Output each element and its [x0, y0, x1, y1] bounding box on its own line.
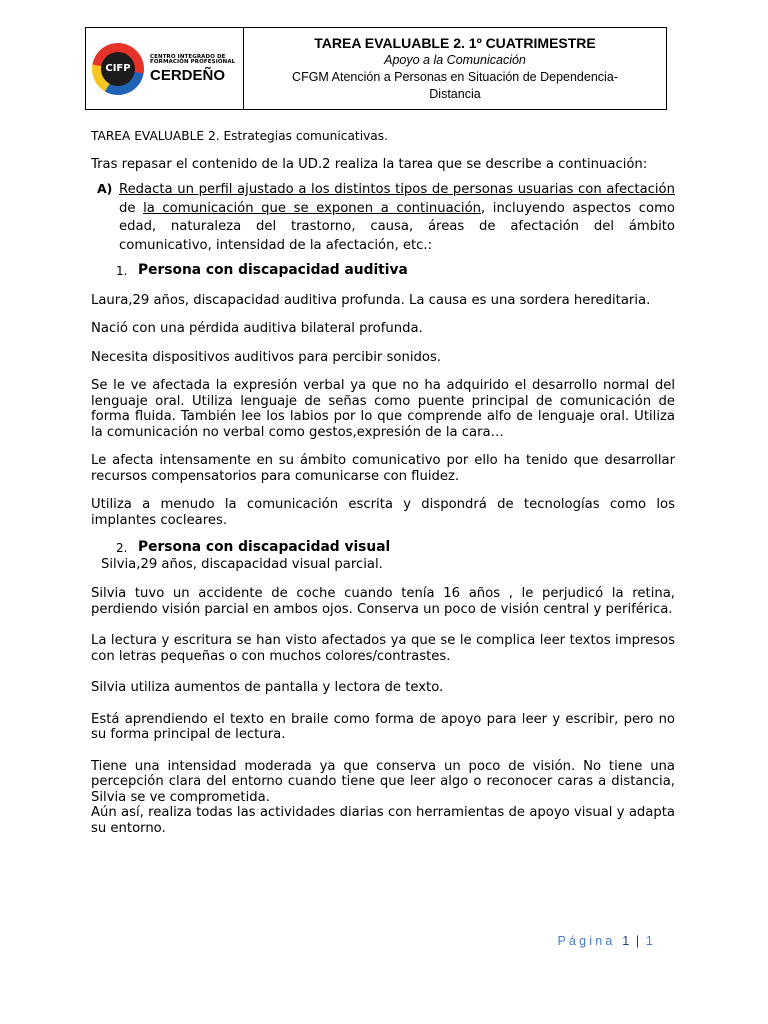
- page-footer: [557, 934, 656, 948]
- section-1-title: Persona con discapacidad auditiva: [138, 262, 408, 278]
- section-2-number: 2.: [116, 541, 128, 555]
- logo-icon-text: CIFP: [101, 52, 135, 86]
- course-line-2: Distancia: [429, 87, 481, 101]
- s2-paragraph-3: Silvia utiliza aumentos de pantalla y lectora de texto.: [91, 680, 444, 695]
- course-line-1: CFGM Atención a Personas en Situación de Dependencia-: [292, 70, 618, 84]
- logo-text: [150, 55, 235, 83]
- item-a-underlined-2: la comunicación que se exponen a continuación: [143, 200, 482, 216]
- s2-paragraph-6: Aún así, realiza todas las actividades diarias con herramientas de apoyo visual y adapta su entorno.: [91, 805, 675, 836]
- document-body: [91, 129, 675, 836]
- task-title: TAREA EVALUABLE 2. Estrategias comunicativas.: [91, 129, 388, 143]
- s1-paragraph-3: Necesita dispositivos auditivos para percibir sonidos.: [91, 349, 442, 365]
- section-1-number: 1.: [116, 264, 128, 278]
- title-cell: [244, 28, 666, 109]
- header-title: TAREA EVALUABLE 2. 1º CUATRIMESTRE: [314, 35, 596, 51]
- item-a-underlined-1: Redacta un perfil ajustado a los distintos tipos de personas usuarias con afectación: [119, 182, 675, 197]
- s2-intro-line: Silvia,29 años, discapacidad visual parcial.: [101, 556, 383, 572]
- cifp-logo-icon: [92, 43, 144, 95]
- page-separator: |: [635, 934, 640, 948]
- item-a: [91, 181, 675, 255]
- intro-paragraph: Tras repasar el contenido de la UD.2 realiza la tarea que se describe a continuación:: [91, 156, 648, 172]
- item-a-rest: , incluyendo aspectos como edad, naturaleza del trastorno, causa, áreas de afectación del ámbito comunicativo, intensidad de la afectación, etc.:: [119, 200, 675, 253]
- logo-cell: [86, 28, 244, 109]
- s1-paragraph-1: Laura,29 años, discapacidad auditiva profunda. La causa es una sordera hereditaria.: [91, 292, 651, 308]
- page-word: Página: [557, 934, 616, 948]
- section-1-heading: [91, 263, 675, 280]
- logo-name: CERDEÑO: [150, 66, 226, 84]
- s2-paragraph-4: Está aprendiendo el texto en braile como forma de apoyo para leer y escribir, pero no su forma principal de lectura.: [91, 711, 675, 742]
- s1-paragraph-6: Utiliza a menudo la comunicación escrita y dispondrá de tecnologías como los implantes cocleares.: [91, 497, 675, 528]
- header-subtitle: Apoyo a la Comunicación: [384, 53, 526, 67]
- document-header: [85, 27, 667, 110]
- item-a-text: [119, 181, 675, 255]
- s2-paragraph-1: Silvia tuvo un accidente de coche cuando tenía 16 años , le perjudicó la retina, perdiendo visión parcial en ambos ojos. Conserva un poco de visión central y periférica.: [91, 586, 675, 617]
- s1-paragraph-4: Se le ve afectada la expresión verbal ya que no ha adquirido el desarrollo normal del lenguaje oral. Utiliza lenguaje de señas como puente principal de comunicación de forma fluida. También lee los labios por lo que comprende alfo de lenguaje oral. Utiliza la comunicación no verbal como gestos,expresión de la cara…: [91, 378, 675, 440]
- s1-paragraph-2: Nació con una pérdida auditiva bilateral profunda.: [91, 321, 423, 336]
- section-2-heading: [91, 540, 675, 557]
- logo-line1: CENTRO INTEGRADO DE: [150, 53, 226, 60]
- s1-paragraph-5: Le afecta intensamente en su ámbito comunicativo por ello ha tenido que desarrollar recursos compensatorios para comunicarse con fluidez.: [91, 453, 675, 484]
- s2-paragraph-5: Tiene una intensidad moderada ya que conserva un poco de visión. No tiene una percepción clara del entorno cuando tiene que leer algo o reconocer caras a distancia, Silvia se ve comprometida.: [91, 758, 675, 805]
- item-a-between: de: [119, 200, 144, 216]
- item-a-label: A): [97, 181, 113, 196]
- page-current: 1: [622, 934, 630, 948]
- page-total: 1: [645, 934, 656, 948]
- logo-line2: FORMACIÓN PROFESIONAL: [150, 59, 236, 65]
- section-2-title: Persona con discapacidad visual: [138, 539, 391, 555]
- s2-paragraph-2: La lectura y escritura se han visto afectados ya que se le complica leer textos impresos con letras pequeñas o con muchos colores/contrastes.: [91, 633, 675, 664]
